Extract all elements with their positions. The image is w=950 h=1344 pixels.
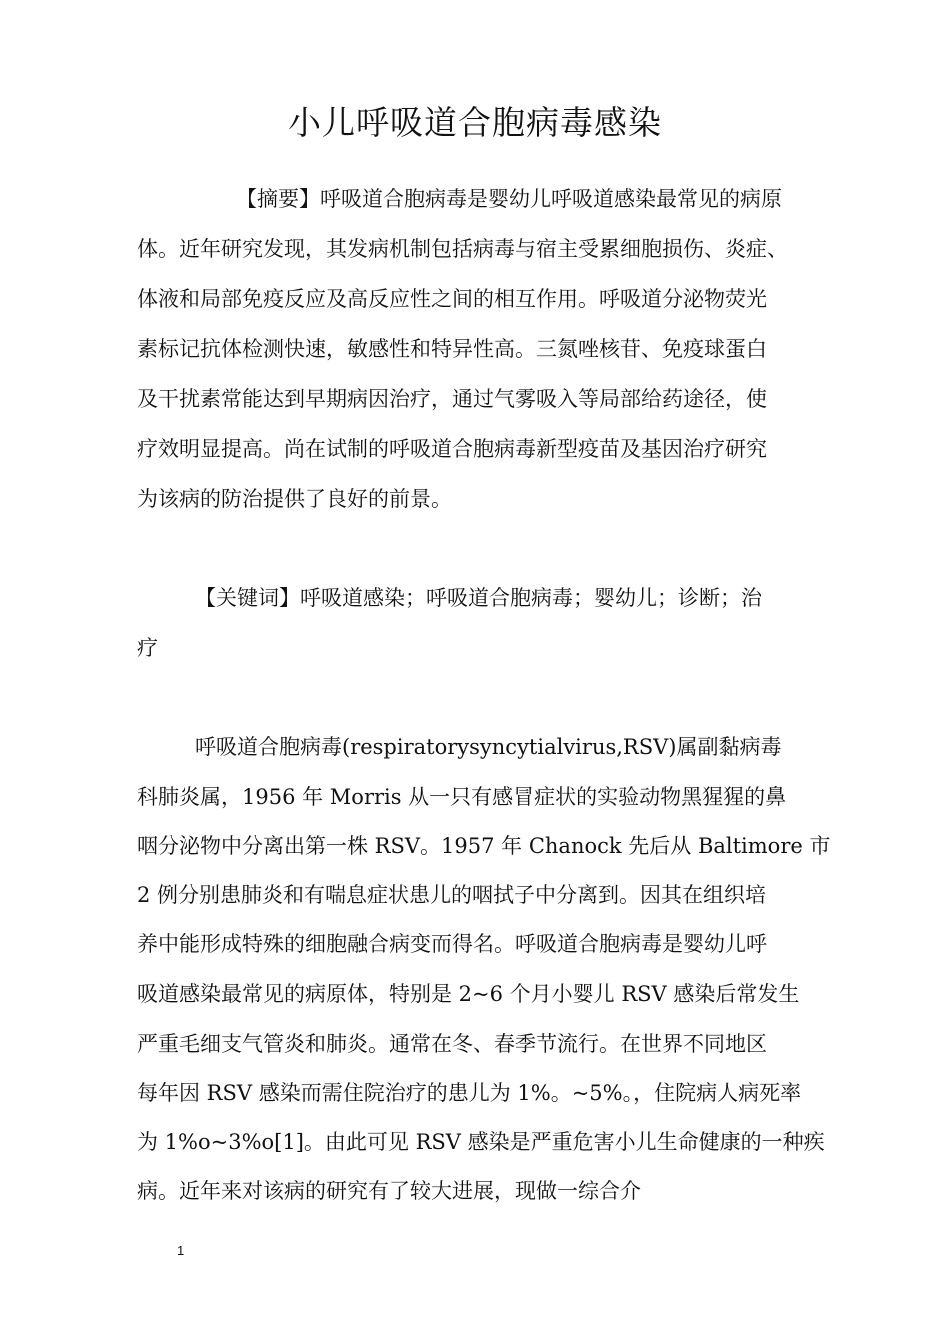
keywords-line: 【关键词】呼吸道感染；呼吸道合胞病毒；婴幼儿；诊断；治 [195, 586, 762, 610]
abstract-line: 及干扰素常能达到早期病因治疗，通过气雾吸入等局部给药途径，使 [137, 387, 767, 411]
abstract-line: 素标记抗体检测快速，敏感性和特异性高。三氮唑核苷、免疫球蛋白 [137, 337, 767, 361]
body-line: 2 例分别患肺炎和有喘息症状患儿的咽拭子中分离到。因其在组织培 [137, 883, 767, 907]
body-line: 病。近年来对该病的研究有了较大进展，现做一综合介 [137, 1179, 641, 1203]
body-line: 咽分泌物中分离出第一株 RSV。1957 年 Chanock 先后从 Baltimore 市 [137, 834, 831, 858]
body-line: 呼吸道合胞病毒(respiratorysyncytialvirus,RSV)属副黏病毒 [195, 735, 782, 759]
body-line: 每年因 RSV 感染而需住院治疗的患儿为 1%。~5%。，住院病人病死率 [137, 1081, 802, 1105]
body-line: 养中能形成特殊的细胞融合病变而得名。呼吸道合胞病毒是婴幼儿呼 [137, 932, 767, 956]
abstract-line: 体液和局部免疫反应及高反应性之间的相互作用。呼吸道分泌物荧光 [137, 287, 767, 311]
keywords-line: 疗 [137, 636, 158, 660]
abstract-line: 为该病的防治提供了良好的前景。 [137, 487, 452, 511]
abstract-line: 体。近年研究发现，其发病机制包括病毒与宿主受累细胞损伤、炎症、 [137, 237, 788, 261]
page-number: 1 [177, 1243, 185, 1258]
abstract-line: 疗效明显提高。尚在试制的呼吸道合胞病毒新型疫苗及基因治疗研究 [137, 437, 767, 461]
abstract-line: 【摘要】呼吸道合胞病毒是婴幼儿呼吸道感染最常见的病原 [236, 187, 782, 211]
body-line: 严重毛细支气管炎和肺炎。通常在冬、春季节流行。在世界不同地区 [137, 1032, 767, 1056]
body-line: 吸道感染最常见的病原体，特别是 2~6 个月小婴儿 RSV 感染后常发生 [137, 982, 800, 1006]
body-line: 科肺炎属，1956 年 Morris 从一只有感冒症状的实验动物黑猩猩的鼻 [137, 785, 787, 809]
body-line: 为 1%o~3%o[1]。由此可见 RSV 感染是严重危害小儿生命健康的一种疾 [137, 1130, 825, 1154]
document-title: 小儿呼吸道合胞病毒感染 [288, 103, 662, 142]
